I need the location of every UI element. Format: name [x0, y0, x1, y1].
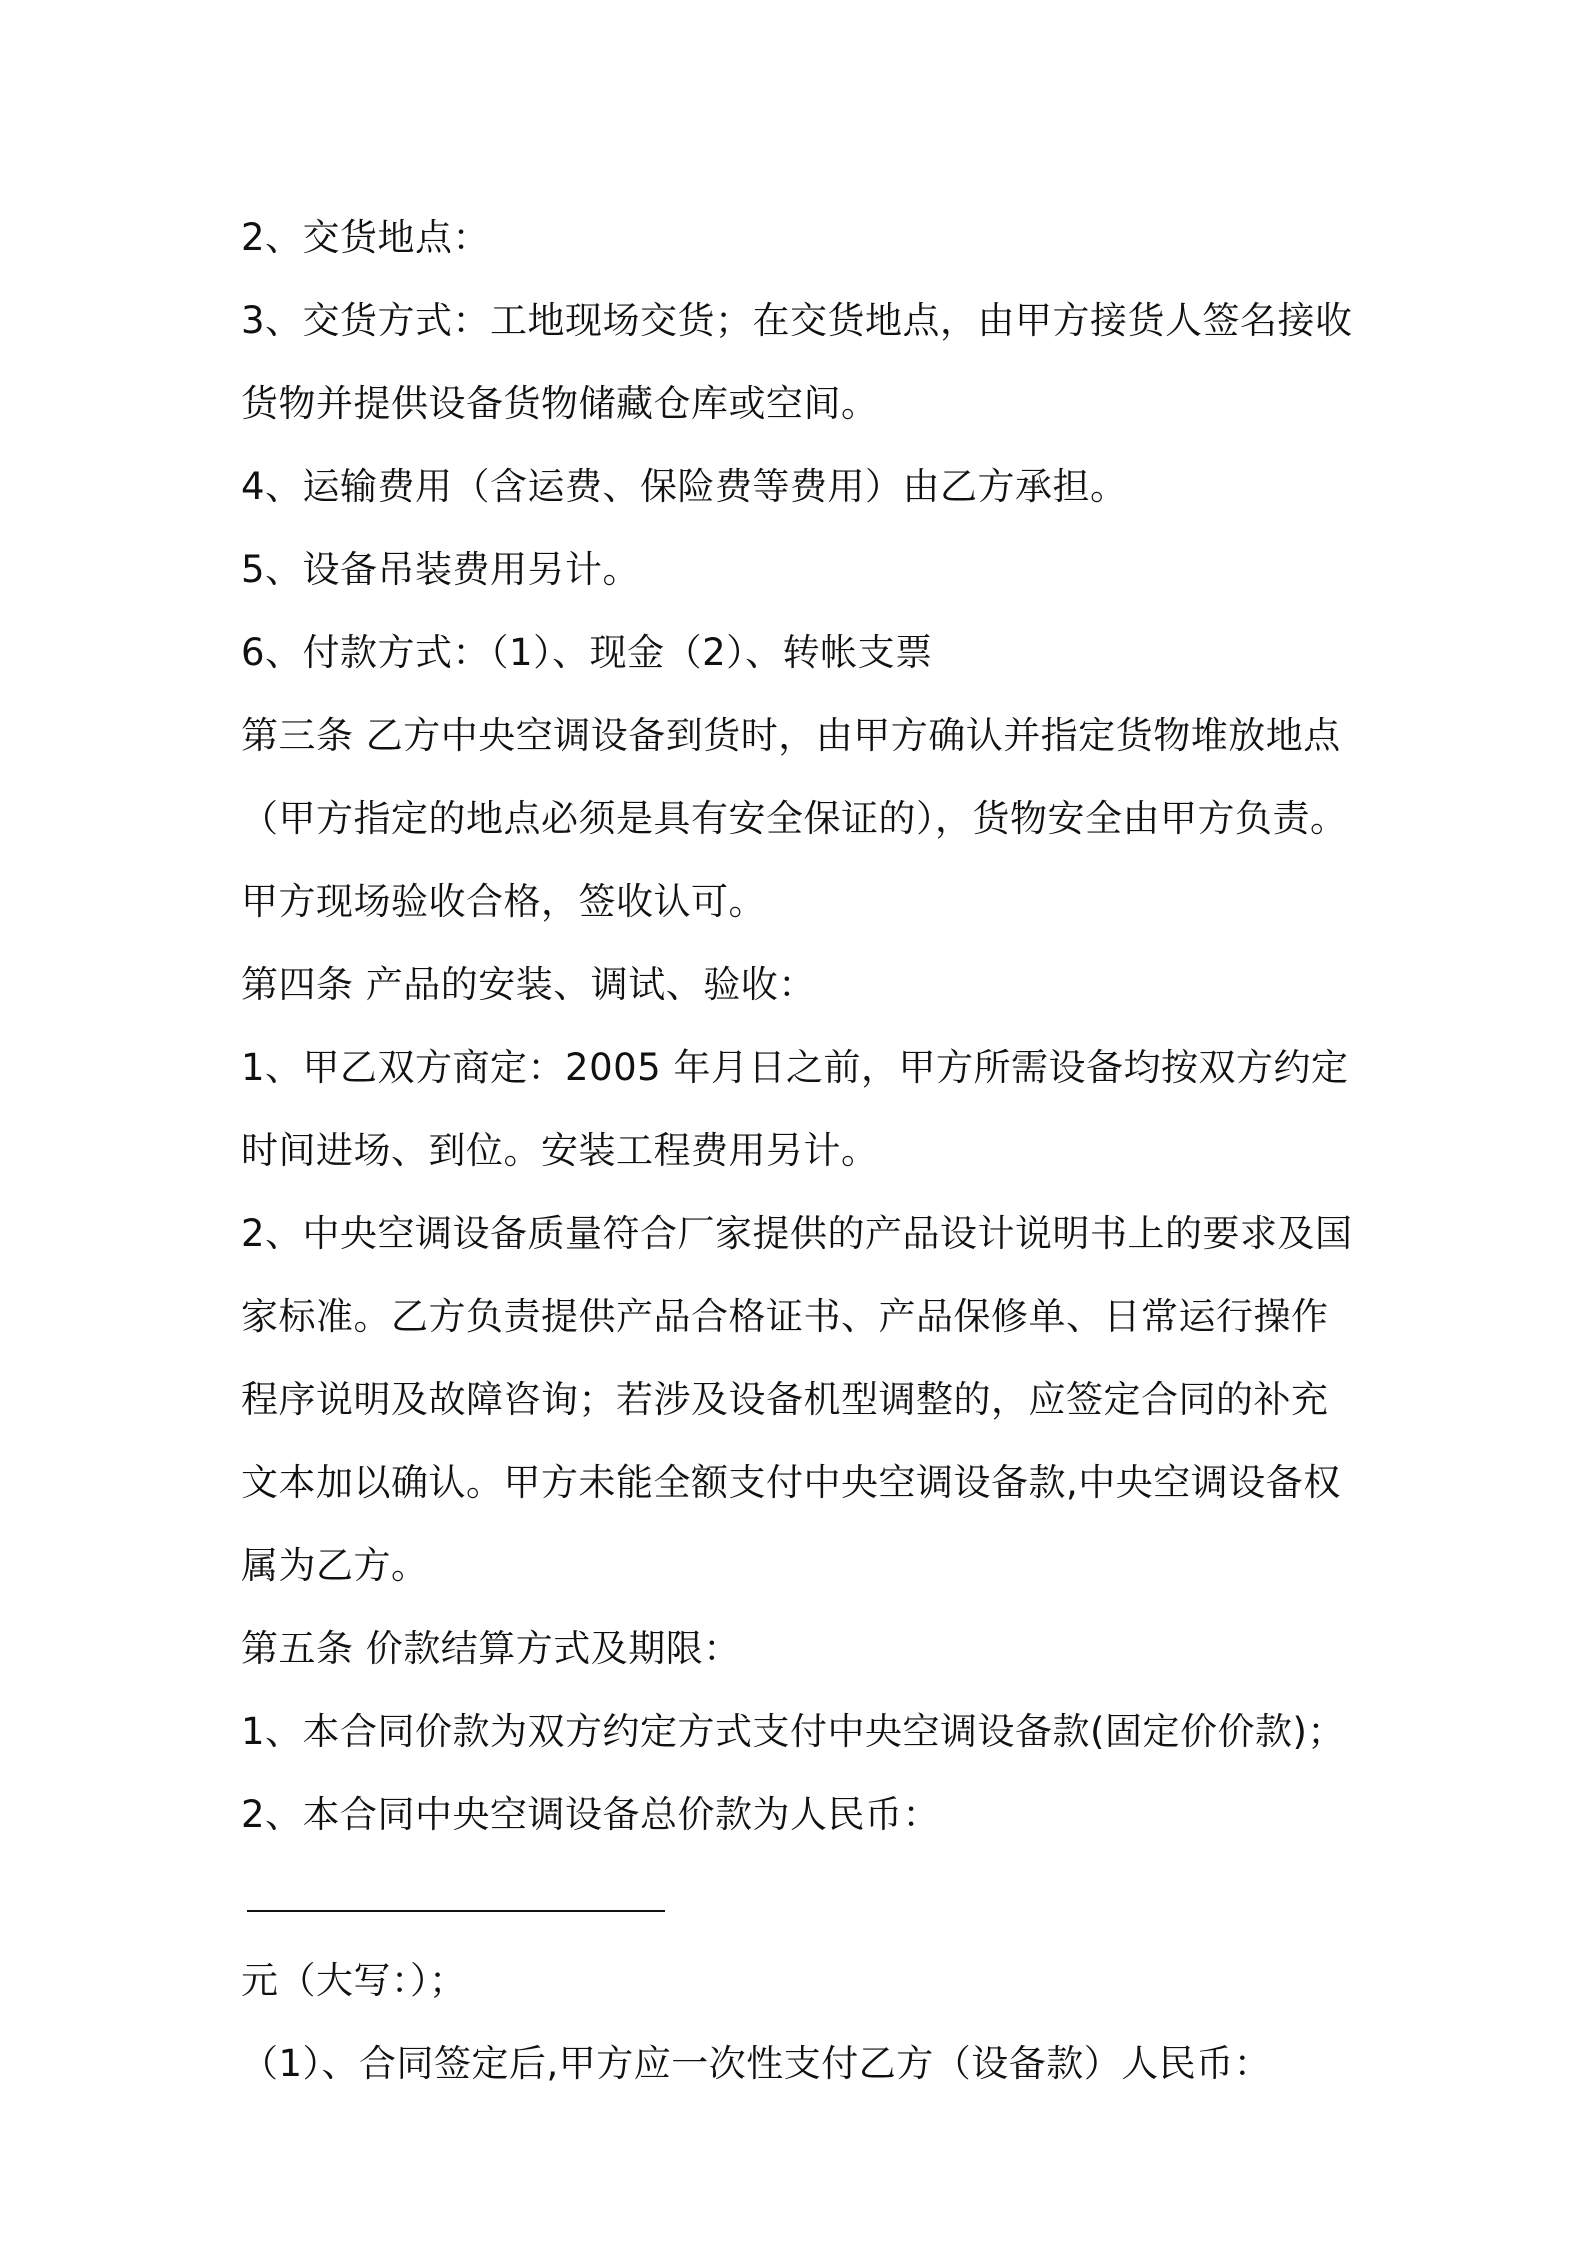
total-price-line: [241, 1773, 1361, 1939]
total-price-label: 2、本合同中央空调设备总价款为人民币：: [241, 1793, 941, 1836]
total-price-suffix: 元（大写：）；: [241, 1959, 467, 2002]
document-body: [241, 196, 1361, 2105]
paragraph: 1、本合同价款为双方约定方式支付中央空调设备款(固定价价款)；: [241, 1710, 1345, 1753]
paragraph: 5、设备吊装费用另计。: [241, 548, 641, 591]
paragraph: 3、交货方式：工地现场交货；在交货地点，由甲方接货人签名接收货物并提供设备货物储藏仓库或空间。: [241, 299, 1353, 425]
paragraph: 6、付款方式：（1）、现金（2）、转帐支票: [241, 631, 933, 674]
paragraph: 第三条 乙方中央空调设备到货时，由甲方确认并指定货物堆放地点（甲方指定的地点必须是具有安全保证的），货物安全由甲方负责。甲方现场验收合格，签收认可。: [241, 714, 1348, 923]
paragraph: 4、运输费用（含运费、保险费等费用）由乙方承担。: [241, 465, 1128, 508]
amount-blank-line: [247, 1880, 665, 1912]
paragraph: 2、交货地点：: [241, 216, 491, 259]
installment-line: （1）、合同签定后,甲方应一次性支付乙方（设备款）人民币：: [241, 2042, 1272, 2085]
paragraph: 1、甲乙双方商定：2005 年月日之前，甲方所需设备均按双方约定时间进场、到位。安装工程费用另计。: [241, 1046, 1349, 1172]
paragraph: 2、中央空调设备质量符合厂家提供的产品设计说明书上的要求及国家标准。乙方负责提供产品合格证书、产品保修单、日常运行操作程序说明及故障咨询；若涉及设备机型调整的，应签定合同的补充文本加以确认。甲方未能全额支付中央空调设备款,中央空调设备权属为乙方。: [241, 1212, 1353, 1587]
paragraph: 第五条 价款结算方式及期限：: [241, 1627, 741, 1670]
paragraph: 第四条 产品的安装、调试、验收：: [241, 963, 816, 1006]
